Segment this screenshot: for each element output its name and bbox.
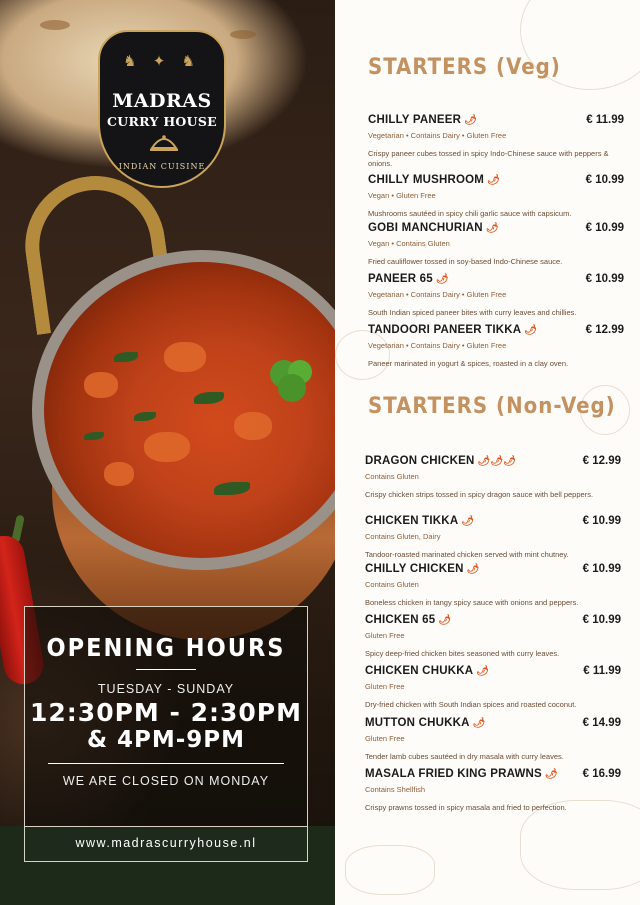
logo-name-line2: CURRY HOUSE bbox=[107, 114, 217, 129]
cilantro-icon bbox=[262, 352, 322, 412]
menu-item bbox=[368, 222, 624, 267]
item-description: Crispy chicken strips tossed in spicy dragon sauce with bell peppers. bbox=[365, 490, 594, 499]
menu-item bbox=[365, 614, 621, 659]
menu-item bbox=[368, 324, 624, 369]
herb-leaf bbox=[134, 412, 156, 421]
item-tags: Gluten Free bbox=[365, 734, 405, 743]
item-description: South Indian spiced paneer bites with curry leaves and chillies. bbox=[368, 308, 577, 317]
item-price: € 11.99 bbox=[583, 665, 621, 677]
chili-icon: 🌶 bbox=[464, 115, 478, 126]
opening-hours-box bbox=[24, 606, 308, 862]
herb-leaf bbox=[84, 432, 104, 440]
item-price: € 16.99 bbox=[582, 768, 621, 780]
divider bbox=[48, 763, 284, 764]
closed-notice: WE ARE CLOSED ON MONDAY bbox=[62, 774, 270, 788]
curry-chunk bbox=[144, 432, 190, 462]
section-title-veg: STARTERS (Veg) bbox=[368, 55, 561, 80]
item-price: € 12.99 bbox=[585, 324, 624, 336]
item-description: Spicy deep-fried chicken bites seasoned with curry leaves. bbox=[365, 649, 560, 658]
item-name: CHICKEN 65 🌶 bbox=[365, 614, 452, 626]
item-price: € 10.99 bbox=[582, 563, 621, 575]
divider bbox=[136, 669, 196, 670]
item-price: € 10.99 bbox=[585, 222, 624, 234]
chili-icon: 🌶 bbox=[461, 516, 475, 527]
item-description: Crispy paneer cubes tossed in spicy Indo-Chinese sauce with peppers & onions. bbox=[368, 149, 609, 168]
curry-chunk bbox=[84, 372, 118, 398]
menu-item bbox=[368, 273, 624, 318]
item-description: Fried cauliflower tossed in soy-based Indo-Chinese sauce. bbox=[368, 257, 563, 266]
item-tags: Gluten Free bbox=[365, 682, 405, 691]
menu-item bbox=[365, 665, 621, 710]
item-description: Paneer marinated in yogurt & spices, roasted in a clay oven. bbox=[368, 359, 569, 368]
item-tags: Contains Gluten, Dairy bbox=[365, 532, 441, 541]
chili-icon: 🌶 bbox=[487, 175, 500, 186]
menu-item bbox=[365, 455, 621, 500]
chili-icon: 🌶 bbox=[435, 274, 449, 285]
naan-texture bbox=[230, 30, 256, 39]
item-description: Crispy prawns tossed in spicy masala and fried to perfection. bbox=[365, 803, 567, 812]
item-tags: Gluten Free bbox=[365, 631, 405, 640]
item-tags: Contains Shellfish bbox=[365, 785, 426, 794]
menu-item bbox=[368, 114, 624, 169]
chili-icon: 🌶 bbox=[544, 769, 558, 780]
item-description: Dry-fried chicken with South Indian spices and roasted coconut. bbox=[365, 700, 577, 709]
item-name: MASALA FRIED KING PRAWNS 🌶 bbox=[365, 768, 558, 780]
opening-time-dinner: & 4PM-9PM bbox=[86, 727, 246, 753]
item-price: € 12.99 bbox=[582, 455, 621, 467]
website-link[interactable]: www.madrascurryhouse.nl bbox=[24, 826, 308, 862]
item-tags: Contains Gluten bbox=[365, 580, 419, 589]
item-name: TANDOORI PANEER TIKKA 🌶 bbox=[368, 324, 538, 336]
menu-item bbox=[365, 563, 621, 608]
cloche-icon bbox=[148, 132, 180, 154]
item-name: CHILLY PANEER 🌶 bbox=[368, 114, 478, 126]
menu-item bbox=[368, 174, 624, 219]
item-name: CHICKEN TIKKA 🌶 bbox=[365, 515, 475, 527]
herb-leaf bbox=[194, 392, 224, 404]
opening-days: TUESDAY - SUNDAY bbox=[97, 682, 235, 696]
item-price: € 11.99 bbox=[586, 114, 624, 126]
chili-icon: 🌶 bbox=[524, 325, 538, 336]
logo-subtitle: INDIAN CUISINE bbox=[118, 162, 206, 171]
herb-leaf bbox=[114, 352, 138, 362]
item-name: CHICKEN CHUKKA 🌶 bbox=[365, 665, 490, 677]
item-name: GOBI MANCHURIAN 🌶 bbox=[368, 222, 499, 234]
item-name: DRAGON CHICKEN 🌶🌶🌶 bbox=[365, 455, 517, 467]
item-name: PANEER 65 🌶 bbox=[368, 273, 449, 285]
menu-item bbox=[365, 717, 621, 762]
logo-name-line1: MADRAS bbox=[112, 90, 212, 112]
item-tags: Vegan • Gluten Free bbox=[368, 191, 436, 200]
menu-item bbox=[365, 768, 621, 813]
item-tags: Vegetarian • Contains Dairy • Gluten Free bbox=[368, 290, 507, 299]
curry-chunk bbox=[164, 342, 206, 372]
item-name: CHILLY CHICKEN 🌶 bbox=[365, 563, 480, 575]
chili-icon: 🌶 bbox=[466, 564, 480, 575]
chili-icon: 🌶🌶🌶 bbox=[477, 456, 517, 467]
item-tags: Vegan • Contains Gluten bbox=[368, 239, 450, 248]
item-price: € 10.99 bbox=[582, 515, 621, 527]
item-price: € 10.99 bbox=[585, 174, 624, 186]
chili-icon: 🌶 bbox=[485, 223, 499, 234]
item-tags: Vegetarian • Contains Dairy • Gluten Free bbox=[368, 341, 507, 350]
elephant-icon: ♞ ✦ ♞ bbox=[123, 53, 201, 70]
item-tags: Vegetarian • Contains Dairy • Gluten Free bbox=[368, 131, 507, 140]
item-name: CHILLY MUSHROOM 🌶 bbox=[368, 174, 500, 186]
menu-item bbox=[365, 515, 621, 560]
naan-texture bbox=[40, 20, 70, 30]
curry-chunk bbox=[104, 462, 134, 486]
chili-icon: 🌶 bbox=[438, 615, 452, 626]
item-description: Boneless chicken in tangy spicy sauce with onions and peppers. bbox=[365, 598, 579, 607]
cinnamon-doodle bbox=[520, 800, 640, 890]
opening-time-lunch: 12:30PM - 2:30PM bbox=[30, 698, 302, 727]
item-price: € 10.99 bbox=[582, 614, 621, 626]
item-description: Mushrooms sautéed in spicy chili garlic sauce with capsicum. bbox=[368, 209, 572, 218]
chili-icon: 🌶 bbox=[476, 666, 490, 677]
item-name: MUTTON CHUKKA 🌶 bbox=[365, 717, 486, 729]
item-price: € 10.99 bbox=[585, 273, 624, 285]
section-title-nonveg: STARTERS (Non-Veg) bbox=[368, 394, 616, 419]
opening-hours-title: OPENING HOURS bbox=[46, 633, 286, 662]
item-tags: Contains Gluten bbox=[365, 472, 419, 481]
item-description: Tender lamb cubes sautéed in dry masala with curry leaves. bbox=[365, 752, 564, 761]
leaf-doodle bbox=[345, 845, 435, 895]
chili-icon: 🌶 bbox=[472, 718, 486, 729]
menu-panel bbox=[335, 0, 640, 905]
restaurant-logo bbox=[98, 30, 226, 188]
herb-leaf bbox=[214, 482, 250, 495]
item-price: € 14.99 bbox=[582, 717, 621, 729]
curry-chunk bbox=[234, 412, 272, 440]
item-description: Tandoor-roasted marinated chicken served with mint chutney. bbox=[365, 550, 569, 559]
